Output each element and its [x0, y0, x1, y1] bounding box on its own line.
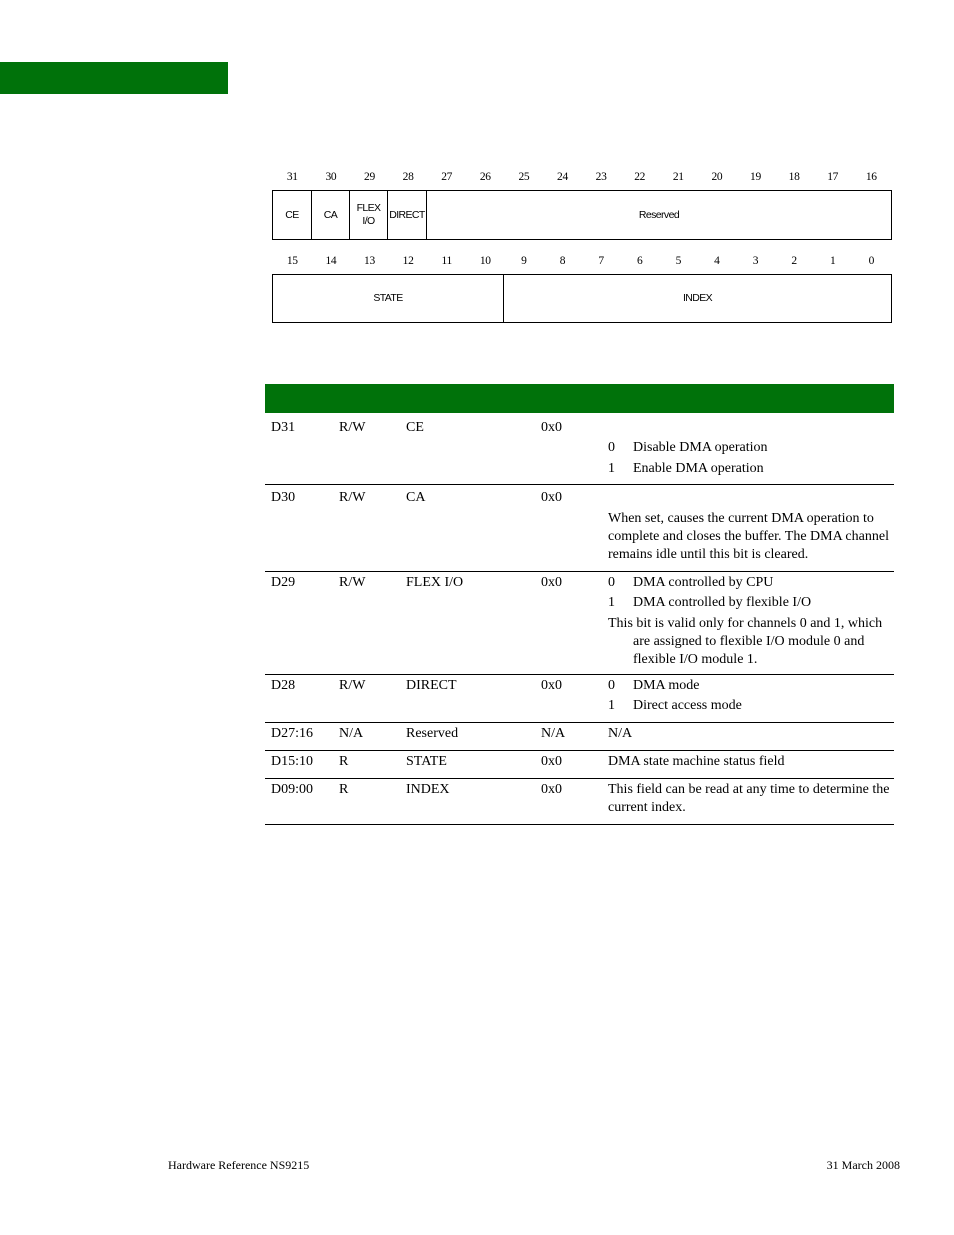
field-ca	[312, 191, 350, 239]
bit-number: 24	[557, 171, 568, 183]
bit-number: 12	[402, 255, 414, 267]
mnemonic-cell: FLEX I/O	[406, 575, 464, 590]
access-cell: R/W	[339, 420, 366, 435]
field-state	[273, 275, 504, 322]
field-direct	[388, 191, 427, 239]
bits-cell: D30	[271, 490, 296, 505]
bit-number: 28	[402, 171, 414, 183]
field-ce	[273, 191, 312, 239]
mnemonic-cell: CA	[406, 490, 426, 505]
bits-cell: D15:10	[271, 754, 313, 769]
description-cell	[608, 677, 893, 715]
bit-number: 4	[714, 255, 720, 267]
field-label: Reserved	[638, 208, 680, 221]
bit-number: 17	[827, 171, 839, 183]
description-cell	[608, 439, 893, 478]
value-item: 0 DMA controlled by CPU	[608, 575, 774, 590]
bit-number: 1	[829, 255, 836, 267]
field-label: CE	[285, 208, 299, 221]
reset-cell: 0x0	[541, 490, 562, 505]
bit-number: 30	[325, 171, 337, 183]
note-text: This bit is valid only for channels 0 and 1, which are assigned to flexible I/O module 0 and flexible I/O module 1.	[608, 616, 883, 667]
bit-number: 29	[364, 171, 375, 183]
table-row	[265, 723, 894, 751]
bit-number: 11	[441, 255, 452, 267]
field-label: INDEX	[682, 292, 713, 304]
field-flex-io	[350, 191, 388, 239]
mnemonic-cell: STATE	[406, 754, 447, 769]
mnemonic-cell: CE	[406, 420, 424, 435]
value-item: 1 Direct access mode	[608, 698, 742, 713]
field-label: CA	[323, 208, 338, 221]
value-item: 1 DMA controlled by flexible I/O	[608, 595, 812, 610]
access-cell: R	[339, 754, 349, 769]
footer-document-title: Hardware Reference NS9215	[168, 1158, 310, 1172]
bit-number: 26	[479, 171, 491, 183]
mnemonic-cell: Reserved	[406, 726, 459, 741]
bit-number: 9	[521, 255, 527, 267]
field-label: STATE	[373, 292, 403, 304]
bit-number: 27	[441, 171, 453, 183]
bit-number: 2	[791, 255, 797, 267]
table-row	[265, 413, 894, 485]
bit-number: 7	[598, 255, 604, 267]
bit-number: 8	[559, 255, 566, 267]
reset-cell: 0x0	[541, 678, 562, 693]
field-index	[504, 275, 891, 322]
mnemonic-cell: INDEX	[406, 782, 450, 797]
description-cell: This field can be read at any time to determine the current index.	[608, 782, 890, 815]
table-row	[265, 485, 894, 572]
bit-number: 20	[711, 171, 723, 183]
bit-number: 5	[675, 255, 682, 267]
bits-cell: D27:16	[271, 726, 313, 741]
bit-number: 16	[865, 171, 877, 183]
bit-number: 25	[518, 171, 530, 183]
description-cell	[608, 574, 893, 669]
section-header-bar	[0, 62, 228, 94]
description-cell: N/A	[608, 726, 633, 741]
access-cell: R	[339, 782, 349, 797]
table-header-bar	[265, 384, 894, 413]
bit-numbers-lower	[273, 255, 891, 269]
bit-number: 19	[750, 171, 761, 183]
bit-number: 22	[634, 171, 646, 183]
reset-cell: 0x0	[541, 575, 562, 590]
access-cell: N/A	[339, 726, 364, 741]
field-label: FLEX I/O	[356, 202, 381, 227]
bit-number: 13	[364, 255, 375, 267]
access-cell: R/W	[339, 490, 366, 505]
value-item: 0 DMA mode	[608, 678, 700, 693]
mnemonic-cell: DIRECT	[406, 678, 457, 693]
bit-number: 14	[325, 255, 337, 267]
register-lower-box	[272, 274, 892, 323]
bits-cell: D31	[271, 420, 296, 435]
bit-number: 10	[479, 255, 491, 267]
description-cell: When set, causes the current DMA operation to complete and closes the buffer. The DMA channel remains idle until this bit is cleared.	[608, 511, 889, 562]
reset-cell: 0x0	[541, 782, 562, 797]
value-item: 1 Enable DMA operation	[608, 461, 764, 476]
table-row	[265, 675, 894, 723]
table-row	[265, 779, 894, 825]
bits-cell: D09:00	[271, 782, 313, 797]
description-cell: DMA state machine status field	[608, 754, 785, 769]
bit-number: 31	[286, 171, 298, 183]
bit-number: 18	[788, 171, 800, 183]
reset-cell: 0x0	[541, 754, 562, 769]
bit-number: 21	[672, 171, 684, 183]
table-row	[265, 572, 894, 675]
table-row	[265, 751, 894, 779]
bit-number: 6	[636, 255, 643, 267]
value-item: 0 Disable DMA operation	[608, 440, 768, 455]
reset-cell: 0x0	[541, 420, 562, 435]
bits-cell: D28	[271, 678, 296, 693]
register-upper-box	[272, 190, 892, 240]
footer-date: 31 March 2008	[826, 1158, 900, 1172]
reset-cell: N/A	[541, 726, 566, 741]
field-reserved	[427, 191, 891, 239]
bit-number: 23	[595, 171, 607, 183]
bits-cell: D29	[271, 575, 296, 590]
bit-number: 3	[752, 255, 759, 267]
bit-number: 0	[868, 255, 875, 267]
bit-number: 15	[286, 255, 298, 267]
bit-numbers-upper	[273, 171, 891, 185]
access-cell: R/W	[339, 575, 366, 590]
access-cell: R/W	[339, 678, 366, 693]
field-label: DIRECT	[389, 208, 425, 221]
